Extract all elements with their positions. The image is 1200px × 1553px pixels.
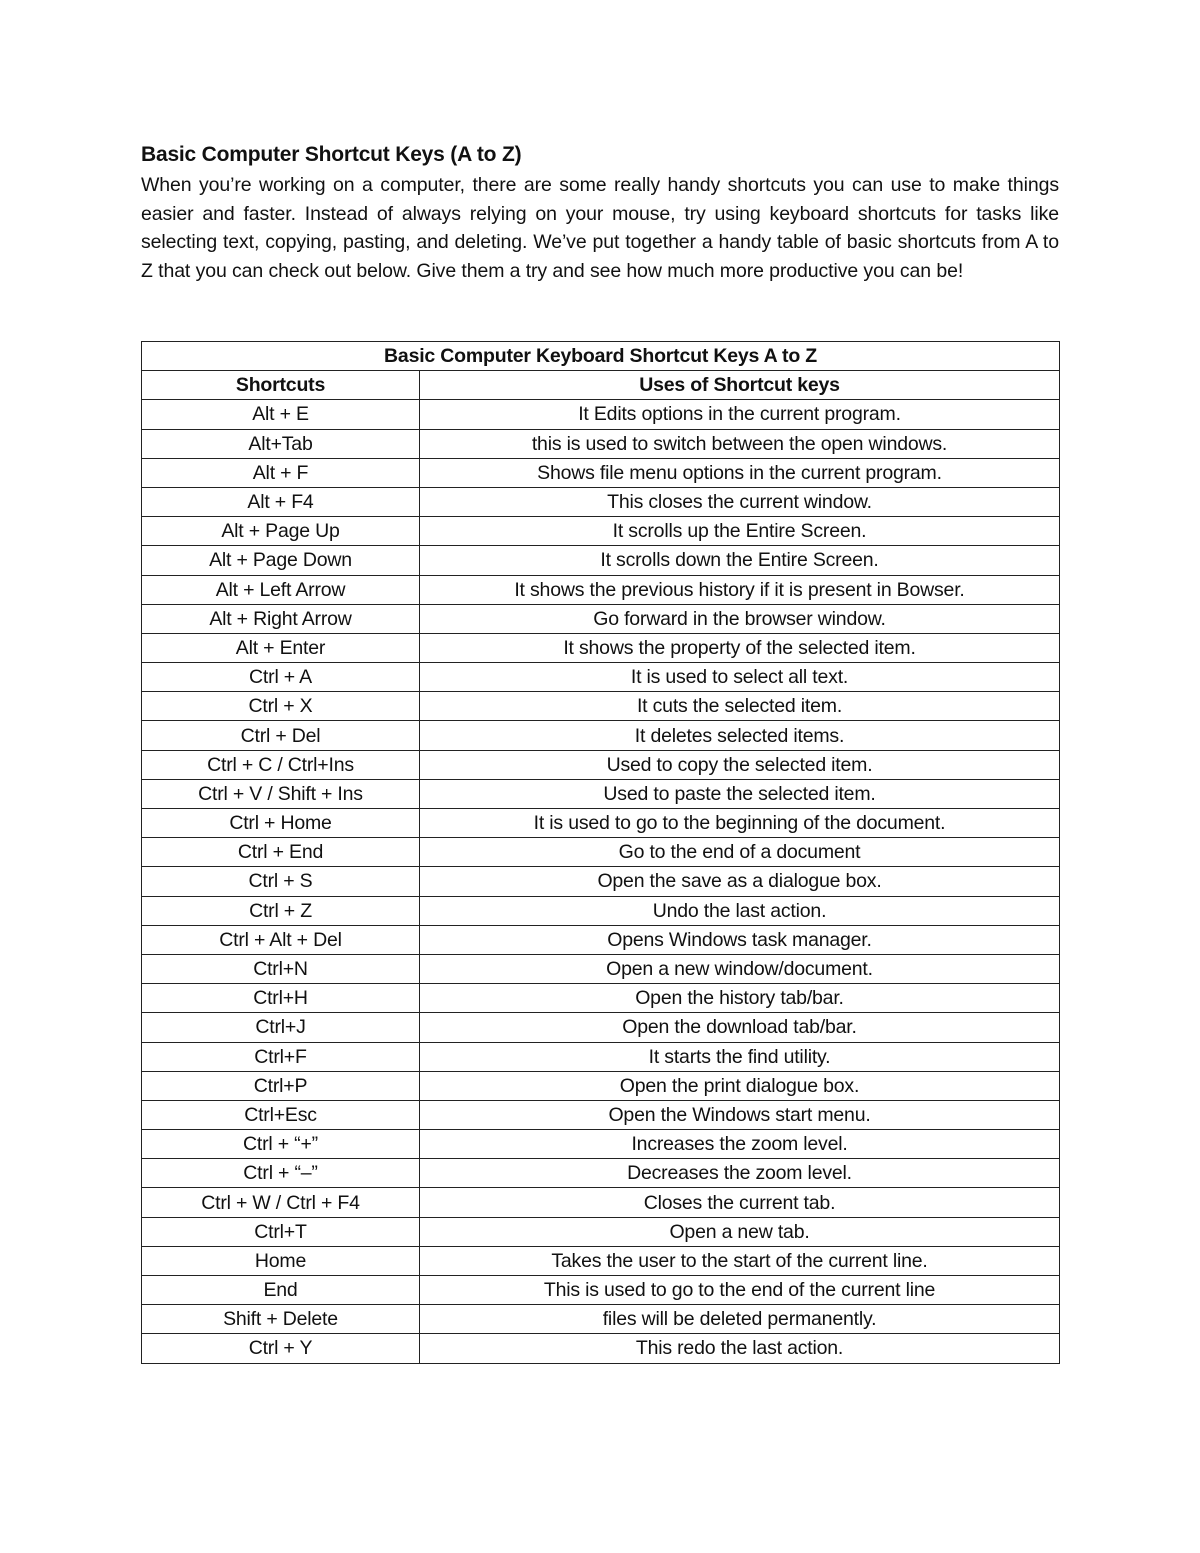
table-row [142, 721, 1060, 750]
table-row [142, 750, 1060, 779]
table-row [142, 838, 1060, 867]
shortcut-cell: Alt + Page Down [142, 546, 420, 575]
use-cell: Undo the last action. [420, 896, 1060, 925]
shortcut-cell: Alt + F4 [142, 487, 420, 516]
use-cell: It shows the previous history if it is present in Bowser. [420, 575, 1060, 604]
use-cell: It scrolls down the Entire Screen. [420, 546, 1060, 575]
use-cell: this is used to switch between the open windows. [420, 429, 1060, 458]
shortcut-table [141, 341, 1060, 1364]
use-cell: Open the download tab/bar. [420, 1013, 1060, 1042]
use-cell: It deletes selected items. [420, 721, 1060, 750]
shortcut-cell: Ctrl + V / Shift + Ins [142, 779, 420, 808]
table-row [142, 779, 1060, 808]
table-row [142, 1188, 1060, 1217]
shortcut-cell: Ctrl + Z [142, 896, 420, 925]
column-header-uses: Uses of Shortcut keys [420, 371, 1060, 400]
shortcut-cell: Ctrl+J [142, 1013, 420, 1042]
table-header-row [142, 371, 1060, 400]
shortcut-cell: Ctrl+P [142, 1071, 420, 1100]
intro-paragraph: When you’re working on a computer, there are some really handy shortcuts you can use to make things easier and faster. Instead of always relying on your mouse, try using keyboard shortcuts for tasks like selecting text, copying, pasting, and deleting. We’ve put together a handy table of basic shortcuts from A to Z that you can check out below. Give them a try and see how much more productive you can be! [141, 174, 1059, 282]
use-cell: This is used to go to the end of the current line [420, 1276, 1060, 1305]
table-body [142, 400, 1060, 1363]
shortcut-cell: Ctrl + “+” [142, 1130, 420, 1159]
table-row [142, 1042, 1060, 1071]
table-row [142, 896, 1060, 925]
use-cell: It is used to select all text. [420, 663, 1060, 692]
use-cell: It is used to go to the beginning of the document. [420, 809, 1060, 838]
table-row [142, 1217, 1060, 1246]
shortcut-cell: Alt + Left Arrow [142, 575, 420, 604]
use-cell: Closes the current tab. [420, 1188, 1060, 1217]
use-cell: Open the print dialogue box. [420, 1071, 1060, 1100]
column-header-shortcuts: Shortcuts [142, 371, 420, 400]
use-cell: Open the save as a dialogue box. [420, 867, 1060, 896]
use-cell: Open the history tab/bar. [420, 984, 1060, 1013]
use-cell: It cuts the selected item. [420, 692, 1060, 721]
shortcut-cell: Ctrl + S [142, 867, 420, 896]
table-title-row [142, 342, 1060, 371]
table-row [142, 663, 1060, 692]
use-cell: Takes the user to the start of the current line. [420, 1246, 1060, 1275]
shortcut-cell: Alt+Tab [142, 429, 420, 458]
use-cell: Shows file menu options in the current program. [420, 458, 1060, 487]
shortcut-cell: Ctrl + End [142, 838, 420, 867]
use-cell: Increases the zoom level. [420, 1130, 1060, 1159]
table-title: Basic Computer Keyboard Shortcut Keys A to Z [142, 342, 1060, 371]
shortcut-cell: Ctrl+Esc [142, 1100, 420, 1129]
use-cell: It Edits options in the current program. [420, 400, 1060, 429]
table-row [142, 1159, 1060, 1188]
shortcut-cell: Alt + Enter [142, 633, 420, 662]
shortcut-cell: Home [142, 1246, 420, 1275]
shortcut-cell: Ctrl+T [142, 1217, 420, 1246]
table-row [142, 633, 1060, 662]
use-cell: It shows the property of the selected item. [420, 633, 1060, 662]
use-cell: Go forward in the browser window. [420, 604, 1060, 633]
table-row [142, 487, 1060, 516]
shortcut-cell: Ctrl + Y [142, 1334, 420, 1363]
use-cell: It starts the find utility. [420, 1042, 1060, 1071]
table-row [142, 604, 1060, 633]
shortcut-cell: Ctrl + A [142, 663, 420, 692]
shortcut-cell: Ctrl + Del [142, 721, 420, 750]
shortcut-cell: Shift + Delete [142, 1305, 420, 1334]
document-body [141, 141, 1059, 285]
table-row [142, 984, 1060, 1013]
use-cell: Used to copy the selected item. [420, 750, 1060, 779]
table-row [142, 1130, 1060, 1159]
use-cell: It scrolls up the Entire Screen. [420, 517, 1060, 546]
shortcut-cell: Ctrl+F [142, 1042, 420, 1071]
document-heading: Basic Computer Shortcut Keys (A to Z) [141, 143, 522, 166]
use-cell: Decreases the zoom level. [420, 1159, 1060, 1188]
table-row [142, 692, 1060, 721]
table-row [142, 517, 1060, 546]
use-cell: Open a new window/document. [420, 954, 1060, 983]
shortcut-cell: Ctrl+H [142, 984, 420, 1013]
table-row [142, 1276, 1060, 1305]
shortcut-cell: End [142, 1276, 420, 1305]
shortcut-cell: Alt + Right Arrow [142, 604, 420, 633]
shortcut-cell: Ctrl+N [142, 954, 420, 983]
table-row [142, 1334, 1060, 1363]
table-row [142, 954, 1060, 983]
table-row [142, 867, 1060, 896]
use-cell: This redo the last action. [420, 1334, 1060, 1363]
use-cell: files will be deleted permanently. [420, 1305, 1060, 1334]
table-row [142, 458, 1060, 487]
use-cell: Open the Windows start menu. [420, 1100, 1060, 1129]
table-row [142, 1305, 1060, 1334]
shortcut-cell: Ctrl + Alt + Del [142, 925, 420, 954]
table-row [142, 809, 1060, 838]
table-row [142, 429, 1060, 458]
shortcut-cell: Alt + F [142, 458, 420, 487]
shortcut-cell: Ctrl + X [142, 692, 420, 721]
table-row [142, 1013, 1060, 1042]
use-cell: This closes the current window. [420, 487, 1060, 516]
use-cell: Go to the end of a document [420, 838, 1060, 867]
shortcut-cell: Ctrl + C / Ctrl+Ins [142, 750, 420, 779]
shortcut-cell: Alt + Page Up [142, 517, 420, 546]
shortcut-cell: Alt + E [142, 400, 420, 429]
table-row [142, 575, 1060, 604]
use-cell: Open a new tab. [420, 1217, 1060, 1246]
shortcut-cell: Ctrl + “–” [142, 1159, 420, 1188]
use-cell: Used to paste the selected item. [420, 779, 1060, 808]
table-row [142, 1071, 1060, 1100]
table-row [142, 400, 1060, 429]
table-row [142, 925, 1060, 954]
shortcut-cell: Ctrl + Home [142, 809, 420, 838]
table-row [142, 1246, 1060, 1275]
use-cell: Opens Windows task manager. [420, 925, 1060, 954]
table-row [142, 1100, 1060, 1129]
shortcut-cell: Ctrl + W / Ctrl + F4 [142, 1188, 420, 1217]
table-row [142, 546, 1060, 575]
